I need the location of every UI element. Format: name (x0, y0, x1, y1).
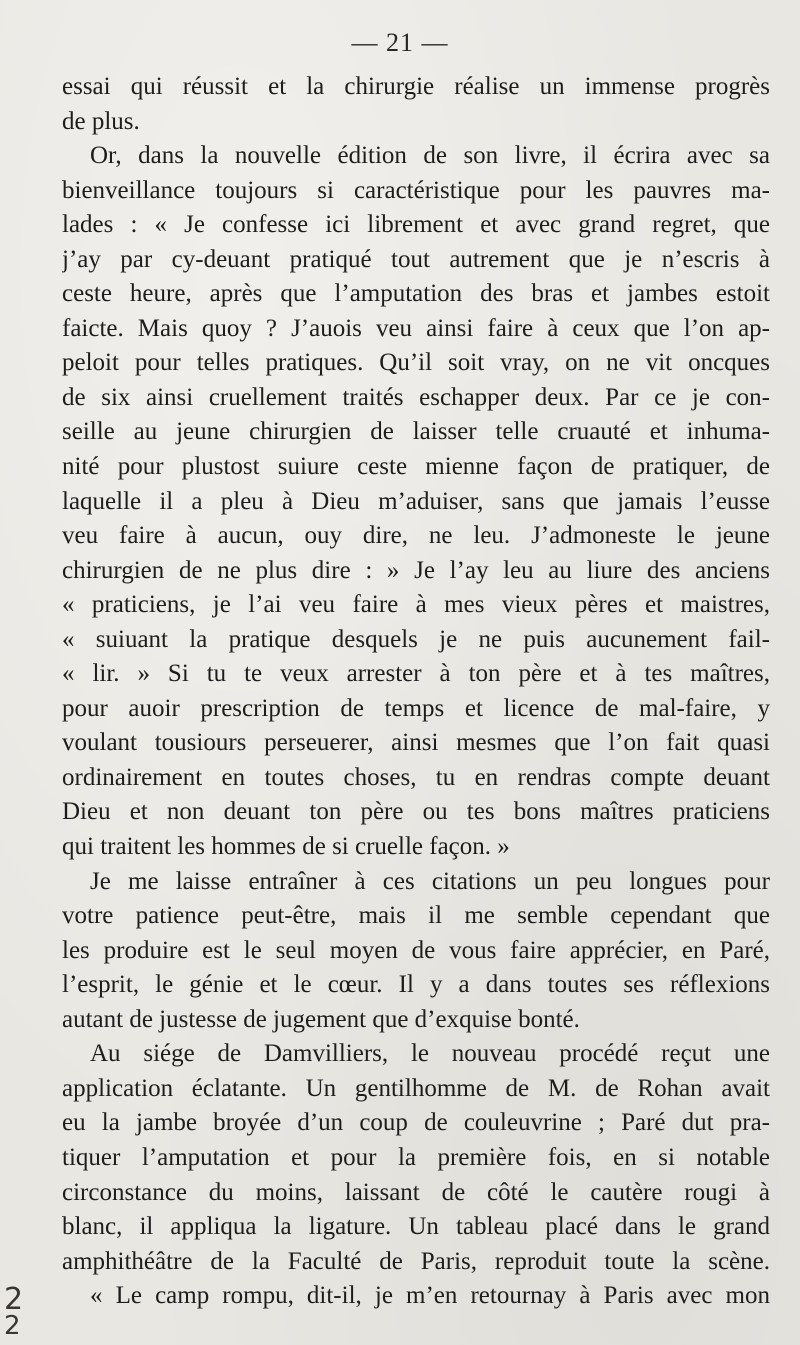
text-line: « lir. » Si tu te veux arrester à ton père et à tes maîtres, (62, 660, 770, 688)
text-line: l’esprit, le génie et le cœur. Il y a dans toutes ses réflexions (62, 971, 770, 999)
text-line: Dieu et non deuant ton père ou tes bons maîtres praticiens (62, 798, 770, 826)
text-line: nité pour plustost suiure ceste mienne façon de pratiquer, de (62, 453, 770, 481)
text-line: essai qui réussit et la chirurgie réalise un immense progrès (62, 73, 770, 100)
text-line: laquelle il a pleu à Dieu m’aduiser, sans que jamais l’eusse (62, 487, 770, 515)
text-line: peloit pour telles pratiques. Qu’il soit vray, on ne vit oncques (62, 349, 770, 377)
text-line: eu la jambe broyée d’un coup de couleuvrine ; Paré dut pra- (62, 1109, 770, 1137)
text-line: voulant tousiours perseuerer, ainsi mesmes que l’on fait quasi (62, 729, 770, 757)
text-line: autant de justesse de jugement que d’exquise bonté. (62, 1005, 580, 1033)
text-line: lades : « Je confesse ici librement et avec grand regret, que (62, 211, 770, 239)
text-line: qui traitent les hommes de si cruelle façon. » (62, 833, 510, 861)
text-line: Je me laisse entraîner à ces citations un peu longues pour (90, 867, 770, 895)
body-text (62, 70, 770, 1314)
text-line: bienveillance toujours si caractéristique pour les pauvres ma- (62, 176, 770, 204)
text-line: « Le camp rompu, dit-il, je m’en retournay à Paris avec mon (90, 1282, 770, 1310)
page-number: — 21 — (351, 28, 449, 57)
text-line: Au siége de Damvilliers, le nouveau procédé reçut une (90, 1040, 770, 1068)
text-line: ordinairement en toutes choses, tu en rendras compte deuant (62, 763, 770, 791)
margin-annotation: 2 (4, 1282, 24, 1317)
text-line: Or, dans la nouvelle édition de son livre, il écrira avec sa (90, 142, 770, 170)
text-line: j’ay par cy-deuant pratiqué tout autrement que je n’escris à (62, 245, 770, 273)
text-line: veu faire à aucun, ouy dire, ne leu. J’admoneste le jeune (62, 522, 770, 550)
text-line: votre patience peut-être, mais il me semble cependant que (62, 902, 770, 930)
text-line: chirurgien de ne plus dire : » Je l’ay leu au liure des anciens (62, 556, 770, 584)
margin-annotation: 2 (4, 1311, 21, 1341)
text-line: amphithéâtre de la Faculté de Paris, reproduit toute la scène. (62, 1247, 770, 1275)
text-line: ceste heure, après que l’amputation des bras et jambes estoit (62, 280, 770, 308)
text-line: « praticiens, je l’ai veu faire à mes vieux pères et maistres, (62, 591, 770, 619)
text-line: circonstance du moins, laissant de côté le cautère rougi à (62, 1178, 770, 1206)
text-line: blanc, il appliqua la ligature. Un tableau placé dans le grand (62, 1213, 770, 1241)
text-line: pour auoir prescription de temps et licence de mal-faire, y (62, 694, 770, 722)
text-line: application éclatante. Un gentilhomme de M. de Rohan avait (62, 1074, 770, 1102)
text-line: seille au jeune chirurgien de laisser telle cruauté et inhuma- (62, 418, 770, 446)
text-line: tiquer l’amputation et pour la première fois, en si notable (62, 1143, 770, 1171)
text-line: « suiuant la pratique desquels je ne puis aucunement fail- (62, 625, 770, 653)
text-line: les produire est le seul moyen de vous faire apprécier, en Paré, (62, 936, 770, 964)
text-line: de plus. (62, 107, 140, 135)
text-line: faicte. Mais quoy ? J’auois veu ainsi faire à ceux que l’on ap- (62, 314, 770, 342)
text-line: de six ainsi cruellement traités eschapper deux. Par ce je con- (62, 383, 770, 411)
